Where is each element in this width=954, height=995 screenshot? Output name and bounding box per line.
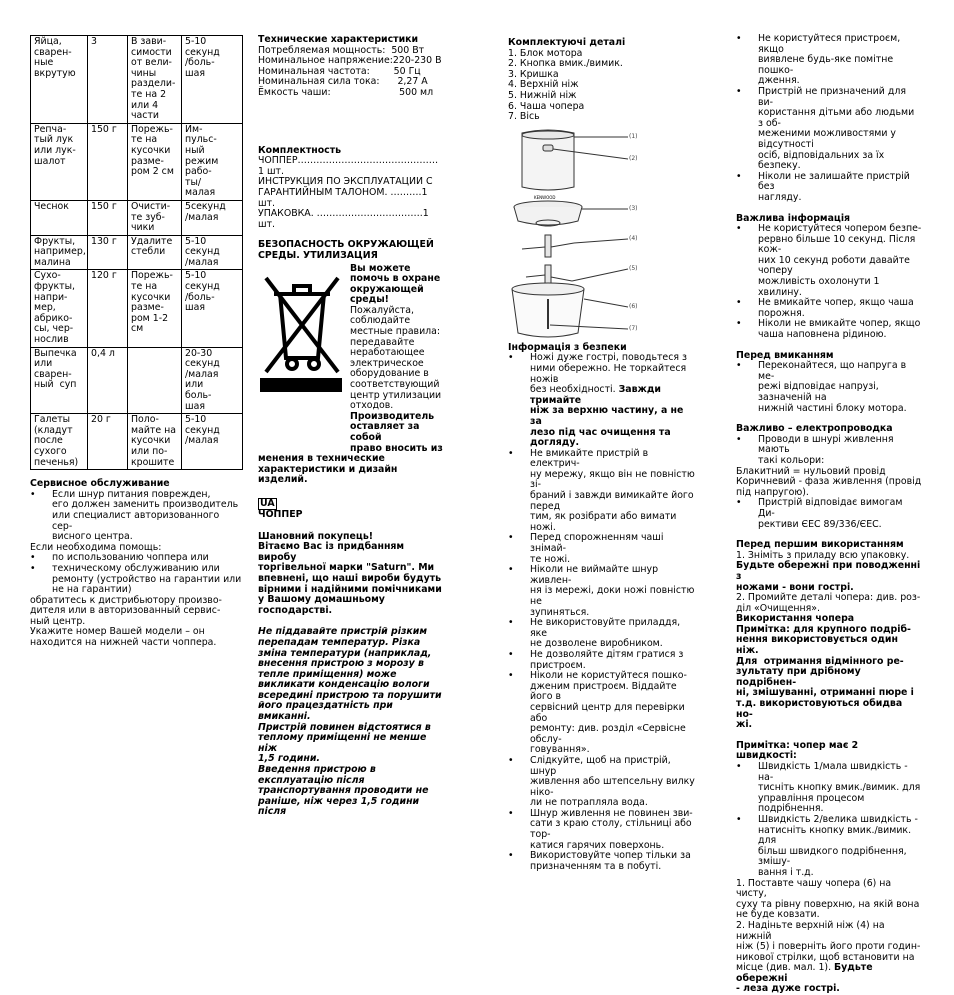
- list-item: ИНСТРУКЦИЯ ПО ЭКСПЛУАТАЦИИ С: [258, 176, 433, 188]
- tech-title: Технические характеристики: [258, 34, 419, 45]
- safety-tail: менения в технические характеристики и дизайн изделий.: [258, 453, 398, 486]
- chopper-illustration: [508, 129, 698, 339]
- info-title: Інформація з безпеки: [508, 341, 627, 353]
- safety-help: Вы можете помочь в охране окружающей среды!: [350, 262, 441, 306]
- important-title: Важлива інформація: [736, 212, 851, 224]
- table-cell: Очисти- те зуб- чики: [128, 200, 182, 235]
- use-note: Примітка: для крупного подріб- нення використовується один ніж. Для отримання відмінного ре- зультату при дрібному подрібнен- ні, змішуванні, отриманні пюре і т.д. використовуються обидва но- жі.: [736, 623, 914, 731]
- table-cell: Яйца, сварен- ные вкрутую: [31, 36, 88, 124]
- table-cell: Выпечка или сварен- ный суп: [31, 347, 88, 414]
- info-bullet-6: • Не дозволяйте дітям гратися з пристроєм.: [508, 648, 684, 671]
- info-bullet-10: • Використовуйте чопер тільки за призначенням та в побуті.: [508, 850, 691, 872]
- table-row: [31, 270, 243, 347]
- list-item: 1. Блок мотора: [508, 47, 583, 59]
- table-cell: В зави- симости от вели- чины раздели- те на 2 или 4 части: [128, 36, 182, 124]
- service-title: Сервисное обслуживание: [30, 478, 170, 490]
- diagram-callout-label: (2): [629, 154, 638, 162]
- table-cell: Удалите стебли: [128, 235, 182, 270]
- info-bullet-1: • Ножі дуже гострі, поводьтеся з ними обережно. Не торкайтеся ножів без необхідності. Завжди тримайте ніж за верхню частину, а не за лезо під час очищення та догляду.: [508, 352, 687, 449]
- c4-bullet-1: • Не користуйтеся пристроєм, якщо виявлене будь-яке помітне пошко- дження.: [736, 33, 901, 87]
- diagram-brand: KENWOOD: [534, 194, 556, 200]
- table-cell: 5секунд /малая: [182, 200, 243, 235]
- list-item: ГАРАНТИЙНЫМ ТАЛОНОМ. ……….1 шт.: [258, 186, 431, 209]
- speed-title: Примітка: чопер має 2 швидкості:: [736, 739, 862, 762]
- table-row: [31, 235, 243, 270]
- service-model: Укажите номер Вашей модели – он находится на нижней части чоппера.: [30, 626, 217, 649]
- important-bullet-3: • Ніколи не вмикайте чопер, якщо чаша наповнена рідиною.: [736, 318, 921, 341]
- table-cell: Порежь- те на кусочки разме- ром 1-2 см: [128, 270, 182, 347]
- first-use-step-1: 1. Зніміть з приладу всю упаковку.: [736, 549, 910, 561]
- table-row: [31, 414, 243, 470]
- parts-list: [508, 49, 698, 123]
- list-item: ЧОППЕР………………………………………1 шт.: [258, 155, 439, 177]
- table-cell: 5-10 секунд /боль- шая: [182, 270, 243, 347]
- list-item: Номинальное напряжение:220-230 В: [258, 55, 442, 67]
- before-title: Перед вмиканням: [736, 349, 834, 361]
- table-row: [31, 123, 243, 200]
- temperature-warning: Не піддавайте пристрій різким перепадам температур. Різка зміна температури (наприклад, внесення пристрою з морозу в тепле приміщення) може викликати конденсацію вологи всередині пристрою та порушити його працездатність при вмиканні. Пристрій повинен відстоятися в теплому приміщенні не менше ніж 1,5 години. Введення пристрою в експлуатацію після транспортування проводити не раніше, ніж через 1,5 години після: [258, 626, 442, 818]
- chopper-diagram: [508, 129, 698, 339]
- diagram-callout-label: (6): [629, 302, 638, 310]
- info-bullet-2: • Не вмикайте пристрій в електрич- ну мережу, якщо він не повністю зі- браний і завжди вимикайте його перед тим, як розібрати або вимати ножі.: [508, 447, 695, 533]
- wiring-title: Важливо – електропроводка: [736, 423, 893, 435]
- info-bullet-5: • Не використовуйте приладдя, яке не дозволене виробником.: [508, 617, 681, 650]
- diagram-callout-label: (7): [629, 324, 638, 332]
- list-item: 7. Вісь: [508, 111, 540, 123]
- table-cell: Сухо- фрукты, напри- мер, абрико- сы, чер- нослив: [31, 270, 88, 347]
- list-item: Номинальная частота: 50 Гц: [258, 65, 421, 77]
- wiring-bullet-2: • Пристрій відповідає вимогам Ди- рективи ЄЕС 89/336/ЄЕС.: [736, 497, 903, 530]
- recycling-section: [258, 264, 444, 455]
- table-cell: Чеснок: [31, 200, 88, 235]
- table-row: [31, 200, 243, 235]
- diagram-callout-label: (1): [629, 132, 638, 140]
- list-item: Номинальная сила тока: 2,27 А: [258, 76, 428, 88]
- list-item: 6. Чаша чопера: [508, 100, 585, 112]
- table-cell: Фрукты, например, малина: [31, 235, 88, 270]
- info-bullet-8: • Слідкуйте, щоб на пристрій, шнур живлення або штепсельну вилку ніко- ли не потрапляла вода.: [508, 754, 695, 809]
- info-bullet-7: • Ніколи не користуйтеся пошко- дженим пристроєм. Віддайте його в сервісний центр для перевірки або ремонту: див. розділ «Сервісне обслу- говування».: [508, 670, 687, 756]
- table-row: [31, 36, 243, 124]
- column-2: [258, 35, 444, 818]
- service-bullet-3: • техническому обслуживанию или ремонту (устройство на гарантии или не на гарантии): [30, 562, 242, 596]
- greeting: Шановний покупець!: [258, 530, 374, 542]
- list-item: 4. Верхній ніж: [508, 79, 579, 91]
- list-item: 2. Кнопка вмик./вимик.: [508, 58, 623, 70]
- speed-bullet-1: • Швидкість 1/мала швидкість - на- тисніть кнопку вмик./вимик. для управління процесом подрібнення.: [736, 761, 921, 815]
- important-bullet-2: • Не вмикайте чопер, якщо чаша порожня.: [736, 297, 914, 319]
- list-item: Потребляемая мощность: 500 Вт: [258, 44, 425, 56]
- table-cell: 5-10 секунд /малая: [182, 414, 243, 470]
- service-contact: обратитесь к дистрибьютору произво- дителя или в авторизованный сервис- ный центр.: [30, 594, 222, 627]
- ua-title: ЧОППЕР: [258, 508, 303, 520]
- info-bullet-4: • Ніколи не виймайте шнур живлен- ня із мережі, доки ножі повністю не зупиняться.: [508, 564, 695, 618]
- food-table: [30, 35, 243, 470]
- service-bullet-1: • Если шнур питания поврежден, его должен заменить производитель или специалист авторизованного сер- висного центра.: [30, 488, 239, 543]
- service-bullet-2: • по использованию чоппера или: [30, 552, 209, 564]
- table-cell: Галеты (кладут после сухого печенья): [31, 414, 88, 470]
- list-item: УПАКОВКА. …………………………….1 шт.: [258, 208, 432, 230]
- diagram-callout-label: (4): [629, 234, 638, 242]
- list-item: 5. Нижній ніж: [508, 89, 577, 101]
- table-cell: 150 г: [88, 200, 128, 235]
- use-title: Використання чопера: [736, 613, 855, 625]
- column-4: [736, 34, 922, 995]
- table-row: [31, 347, 243, 414]
- wiring-colors: Блакитний = нульовий провід Коричневий - фаза живлення (провід під напругою).: [736, 465, 922, 498]
- safety-text: Пожалуйста, соблюдайте местные правила: передавайте неработающее электрическое оборудование в соответствующий центр утилизации отходов.: [350, 304, 442, 412]
- crossed-bin-icon: [258, 264, 346, 396]
- parts-title: Комплектуючі деталі: [508, 37, 626, 48]
- safety-manufacturer: Производитель оставляет за собой право вносить из: [350, 410, 443, 454]
- table-cell: 3: [88, 36, 128, 124]
- use-step-2: 2. Надіньте верхній ніж (4) на нижній ніж (5) і поверніть його проти годин- никової стрілки, щоб встановити на місце (див. мал. 1). Будьте обережні - леза дуже гострі.: [736, 919, 921, 995]
- diagram-callout-label: (5): [629, 264, 638, 272]
- safety-title: БЕЗОПАСНОСТЬ ОКРУЖАЮЩЕЙ СРЕДЫ. УТИЛИЗАЦИЯ: [258, 239, 434, 261]
- table-cell: Им- пульс- ный режим рабо- ты/ малая: [182, 123, 243, 200]
- intro-text: Вітаємо Вас із придбанням виробу торгівельної марки "Saturn". Ми впевнені, що наші вироби будуть вірними і надійними помічниками у Вашому домашньому господарстві.: [258, 541, 442, 616]
- table-cell: Репча- тый лук или лук- шалот: [31, 123, 88, 200]
- info-bullet-3: • Перед спорожненням чаші знімай- те ножі.: [508, 532, 664, 565]
- table-cell: Поло- майте на кусочки или по- крошите: [128, 414, 182, 470]
- tech-specs: [258, 46, 444, 99]
- list-item: 3. Кришка: [508, 68, 559, 80]
- table-cell: 150 г: [88, 123, 128, 200]
- diagram-callout-label: (3): [629, 204, 638, 212]
- before-bullet-1: • Переконайтеся, що напруга в ме- режі відповідає напрузі, зазначеній на нижній частині блоку мотора.: [736, 360, 907, 414]
- table-cell: 20-30 секунд /малая или боль- шая: [182, 347, 243, 414]
- table-cell: 130 г: [88, 235, 128, 270]
- wiring-bullet-1: • Проводи в шнурі живлення мають такі кольори:: [736, 433, 894, 466]
- table-cell: 120 г: [88, 270, 128, 347]
- table-cell: [128, 347, 182, 414]
- first-use-title: Перед першим використанням: [736, 539, 904, 551]
- table-cell: 20 г: [88, 414, 128, 470]
- column-3: [508, 38, 698, 872]
- table-cell: 0,4 л: [88, 347, 128, 414]
- info-bullet-9: • Шнур живлення не повинен зви- сати з краю столу, стільниці або тор- катися гарячих поверхонь.: [508, 807, 693, 851]
- list-item: Ёмкость чаши: 500 мл: [258, 86, 434, 98]
- service-need: Если необходима помощь:: [30, 541, 162, 553]
- kit-title: Комплектность: [258, 144, 342, 156]
- kit-list: [258, 156, 444, 230]
- first-use-warning: Будьте обережні при поводженні з ножами - вони гострі.: [736, 560, 921, 593]
- c4-bullet-2: • Пристрій не призначений для ви- користання дітьми або людьми з об- меженими можливостями у відсутності осіб, відповідальних за їх безпеку.: [736, 85, 915, 172]
- column-1: [30, 0, 242, 649]
- use-step-1: 1. Поставте чашу чопера (6) на чисту, суху та рівну поверхню, на якій вона не буде ковзати.: [736, 877, 920, 921]
- speed-bullet-2: • Швидкість 2/велика швидкість - натисніть кнопку вмик./вимик. для більш швидкого подрібнення, змішу- вання і т.д.: [736, 813, 918, 878]
- c4-bullet-3: • Ніколи не залишайте пристрій без нагляду.: [736, 170, 910, 203]
- important-bullet-1: • Не користуйтеся чопером безпе- рервно більше 10 секунд. Після кож- них 10 секунд роботи давайте чоперу можливість охолонути 1 хвилину.: [736, 223, 922, 298]
- ua-language-tag: UA: [260, 497, 275, 509]
- table-cell: 5-10 секунд /боль- шая: [182, 36, 243, 124]
- first-use-step-2: 2. Промийте деталі чопера: див. роз- діл «Очищення».: [736, 592, 921, 614]
- table-cell: 5-10 секунд /малая: [182, 235, 243, 270]
- table-cell: Порежь- те на кусочки разме- ром 2 см: [128, 123, 182, 200]
